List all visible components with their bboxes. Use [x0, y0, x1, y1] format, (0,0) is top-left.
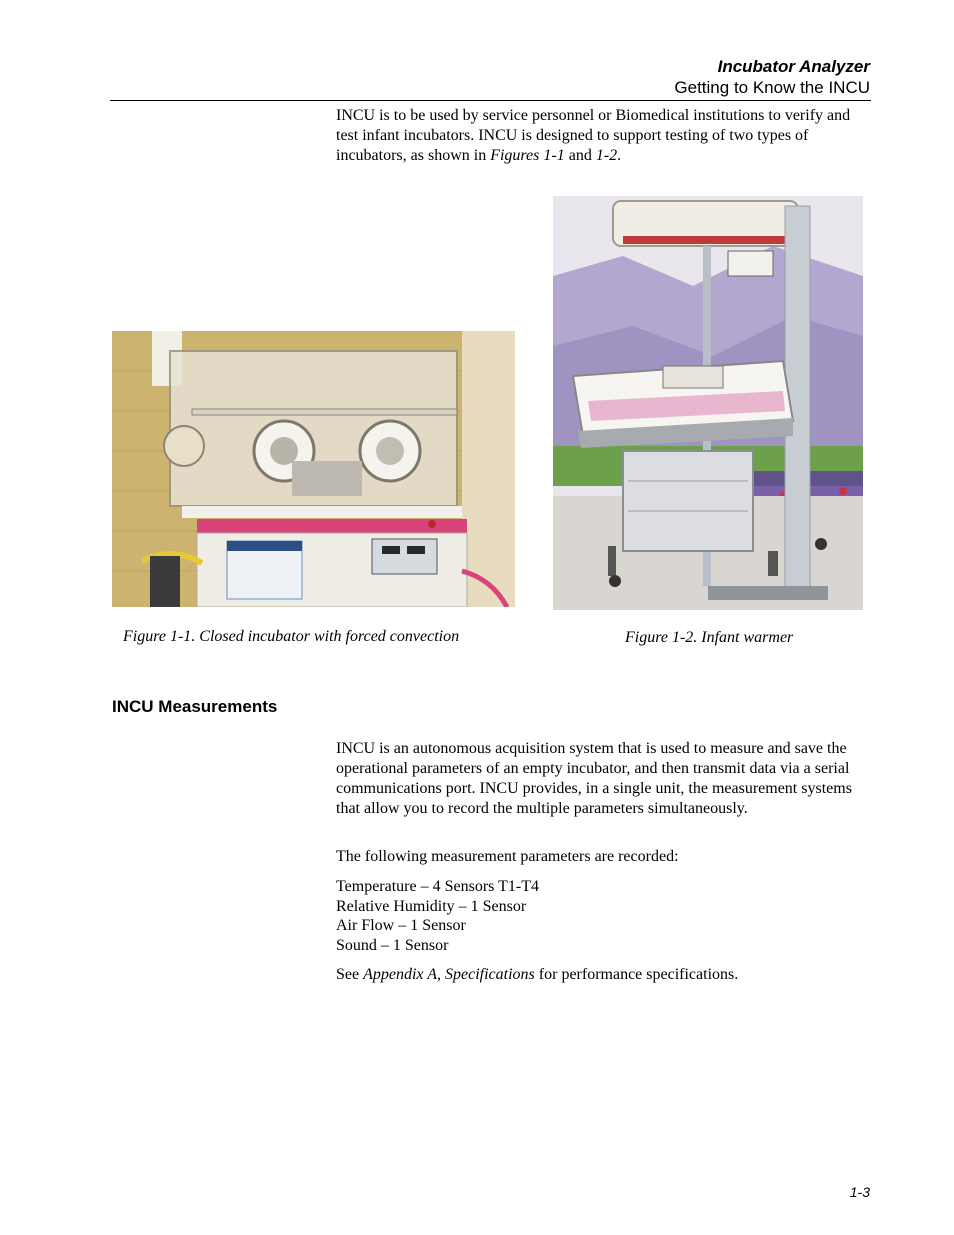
intro-paragraph	[336, 106, 871, 166]
list-item: Sound – 1 Sensor	[336, 937, 449, 955]
figure-ref-1[interactable]: Figures 1-1	[490, 147, 565, 164]
figure-2-caption: Figure 1-2. Infant warmer	[625, 629, 794, 646]
see-post: for performance specifications.	[534, 966, 739, 983]
figure-1-caption: Figure 1-1. Closed incubator with forced convection	[123, 628, 460, 645]
list-item: Air Flow – 1 Sensor	[336, 917, 466, 935]
figure-ref-2[interactable]: 1-2	[595, 147, 618, 164]
appendix-ref-link[interactable]: Appendix A, Specifications	[363, 966, 535, 983]
page-number: 1-3	[849, 1184, 870, 1200]
infant-warmer-photo	[553, 196, 863, 610]
measurements-paragraph: INCU is an autonomous acquisition system that is used to measure and save the operational parameters of an empty incubator, and then transmit data via a serial communications port. INCU provides, in a single unit, the measurement systems that allow you to record the multiple parameters simultaneously.	[336, 740, 852, 817]
see-pre: See	[336, 966, 364, 983]
list-item: Relative Humidity – 1 Sensor	[336, 897, 527, 915]
parameters-intro: The following measurement parameters are recorded:	[336, 848, 679, 865]
intro-end: .	[617, 147, 622, 164]
list-item: Temperature – 4 Sensors T1-T4	[336, 878, 539, 895]
header-rule	[110, 100, 871, 101]
intro-text: INCU is to be used by service personnel or Biomedical institutions to verify and test infant incubators. INCU is designed to support testing of two types of incubators, as shown in	[336, 107, 851, 164]
see-appendix-paragraph	[336, 965, 871, 985]
header-subtitle: Getting to Know the INCU	[674, 78, 870, 97]
header-title: Incubator Analyzer	[717, 57, 870, 76]
section-heading: INCU Measurements	[112, 697, 278, 716]
closed-incubator-photo	[112, 331, 515, 607]
intro-and: and	[564, 147, 596, 164]
parameter-list	[336, 877, 539, 956]
